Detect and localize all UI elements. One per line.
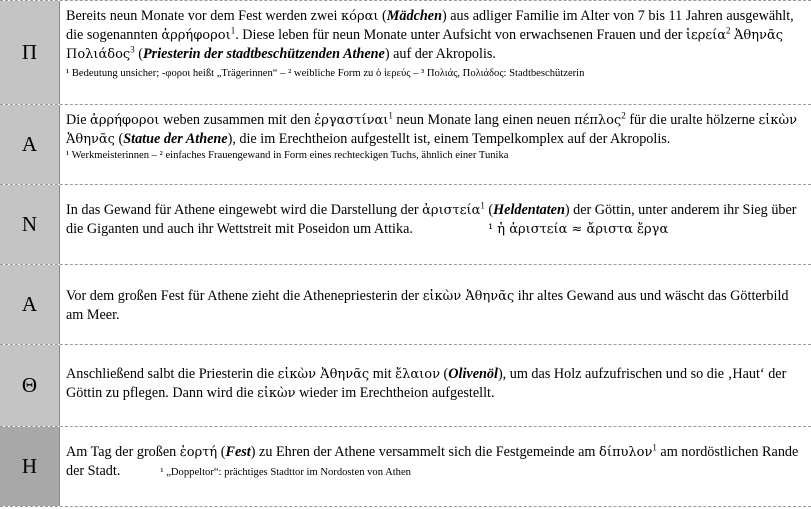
text-segment: mit <box>369 366 396 382</box>
text-segment: ) zu Ehren der Athene versammelt sich die Festgemeinde am <box>250 444 600 460</box>
table-row <box>0 185 811 265</box>
row-text <box>60 345 811 426</box>
text-segment: ( <box>114 131 124 147</box>
text-segment: ( <box>134 46 143 62</box>
row-text <box>60 427 811 506</box>
row-letter: Η <box>0 427 60 506</box>
greek-term: κόραι <box>341 9 379 24</box>
table-row <box>0 1 811 105</box>
row-text <box>60 265 811 344</box>
footnote-marker: 2 <box>726 25 731 36</box>
text-segment: ( <box>217 444 226 460</box>
text-segment: ( <box>378 8 387 24</box>
text-segment: Am Tag der großen <box>66 444 180 460</box>
text-segment: ), um das Holz aufzufrischen und so die ‚Haut‘ der Göttin zu pflegen. Dann wird die <box>66 366 787 401</box>
paragraph <box>66 287 805 325</box>
text-segment: ) der Göttin, unter anderem ihr Sieg über die Giganten und auch ihr Wettstreit mit Poseidon um Attika. <box>66 202 797 237</box>
footnote-marker: 2 <box>621 110 626 121</box>
text-segment: In das Gewand für Athene eingewebt wird die Darstellung der <box>66 202 423 218</box>
inline-footnote: ¹ ἡ ἀριστεία ≈ ἄριστα ἔργα <box>487 222 669 237</box>
table-row <box>0 345 811 427</box>
text-segment: . Diese leben für neun Monate unter Aufsicht von erwachsenen Frauen und der <box>235 27 686 43</box>
footnote-marker: 1 <box>230 25 236 36</box>
translation: Olivenöl <box>448 366 498 382</box>
greek-term: εἰκὼν Ἀθηνᾶς <box>66 113 797 147</box>
paragraph <box>66 201 805 239</box>
table-row <box>0 265 811 345</box>
text-segment: ) aus adliger Familie im Alter von 7 bis 11 Jahren ausgewählt, die sogenannten <box>66 8 794 43</box>
greek-term: ἔλαιον <box>395 367 440 382</box>
paragraph <box>66 365 805 403</box>
greek-term: ἀρρήφοροι <box>161 28 231 43</box>
text-segment: neun Monate lang einen neuen <box>392 112 575 128</box>
footnote-marker: 1 <box>388 110 393 121</box>
text-segment: am nordöstlichen Rande der Stadt. <box>66 444 799 479</box>
row-text <box>60 185 811 264</box>
translation: Mädchen <box>386 8 442 24</box>
text-segment: ( <box>484 202 494 218</box>
greek-term: ἑορτή <box>179 445 218 460</box>
footnote-marker: 1 <box>652 442 657 453</box>
inline-footnote: ¹ „Doppeltor“: prächtiges Stadttor im Nordosten von Athen <box>160 467 411 478</box>
translation: Fest <box>225 444 251 460</box>
text-segment: wieder im Erechtheion aufgestellt. <box>295 385 495 401</box>
text-segment: Anschließend salbt die Priesterin die <box>66 366 278 382</box>
text-segment: Vor dem großen Fest für Athene zieht die Athenepriesterin der <box>66 288 423 304</box>
greek-term: δίπυλον <box>599 445 653 460</box>
text-segment: Bereits neun Monate vor dem Fest werden zwei <box>66 8 342 24</box>
row-text <box>60 105 811 184</box>
translation: Statue der Athene <box>123 131 228 147</box>
greek-term: πέπλος <box>574 113 622 128</box>
row-letter: Ν <box>0 185 60 264</box>
translation: Priesterin der stadtbeschützenden Athene <box>143 46 385 62</box>
text-segment: ), die im Erechtheion aufgestellt ist, einem Tempelkomplex auf der Akropolis. <box>227 131 671 147</box>
row-letter: Α <box>0 265 60 344</box>
paragraph <box>66 443 805 482</box>
greek-term: ἐργαστίναι <box>314 113 389 128</box>
text-segment: für die uralte hölzerne <box>625 112 759 128</box>
greek-term: ἀρρήφοροι <box>90 113 160 128</box>
row-text <box>60 1 811 104</box>
footnote-marker: 3 <box>130 44 135 55</box>
paragraph <box>66 7 805 64</box>
row-letter: Π <box>0 1 60 104</box>
row-letter: Θ <box>0 345 60 426</box>
text-segment: ( <box>440 366 449 382</box>
greek-term: ἱερεία <box>685 28 726 43</box>
paragraph <box>66 111 805 149</box>
table-row <box>0 427 811 507</box>
footnote-marker: 1 <box>480 200 485 211</box>
greek-term: Ἀθηνᾶς Πολιάδος <box>66 28 784 62</box>
greek-term: ἀριστεία <box>422 203 481 218</box>
greek-term: εἰκὼν Ἀθηνᾶς <box>277 367 370 382</box>
table-row <box>0 105 811 185</box>
text-segment: Die <box>66 112 91 128</box>
footnote: ¹ Bedeutung unsicher; -φοροι heißt „Trägerinnen“ – ² weibliche Form zu ὁ ἱερεύς – ³ Πολιάς, Πολιάδος: Stadtbeschützerin <box>66 68 585 79</box>
greek-term: εἰκὼν Ἀθηνᾶς <box>422 289 515 304</box>
greek-term: εἰκὼν <box>257 386 296 401</box>
translation: Heldentaten <box>493 202 565 218</box>
footnote: ¹ Werkmeisterinnen – ² einfaches Frauengewand in Form eines rechteckigen Tuchs, ähnlich einer Tunika <box>66 150 509 161</box>
row-letter: Α <box>0 105 60 184</box>
text-segment: ) auf der Akropolis. <box>384 46 496 62</box>
text-segment: ihr altes Gewand aus und wäscht das Götterbild am Meer. <box>66 288 789 323</box>
text-segment: weben zusammen mit den <box>159 112 315 128</box>
